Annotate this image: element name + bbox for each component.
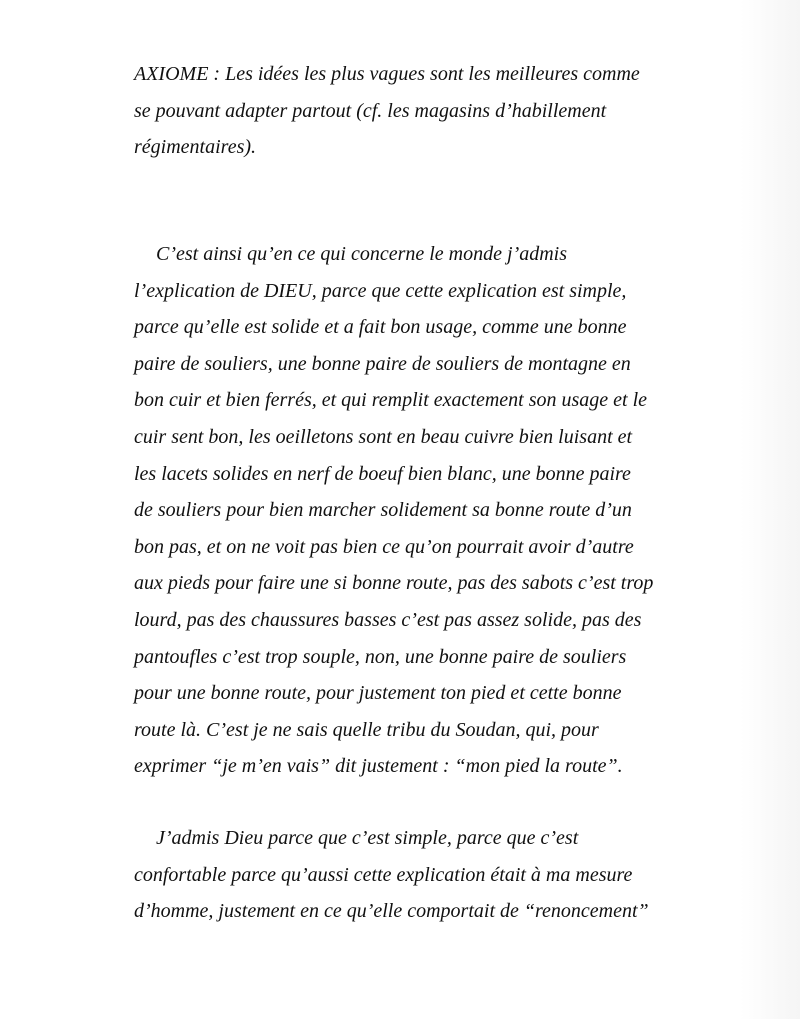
text-line: AXIOME : Les idées les plus vagues sont les meilleures comme [134,63,640,85]
paragraph-1 [134,236,734,785]
text-line: les lacets solides en nerf de boeuf bien blanc, une bonne paire [134,462,631,485]
text-line: bon cuir et bien ferrés, et qui remplit exactement son usage et le [134,389,648,412]
text-line: aux pieds pour faire une si bonne route, pas des sabots c’est trop [134,572,654,595]
text-line: exprimer “je m’en vais” dit justement : “mon pied la route”. [134,755,623,778]
page-edge-shadow [740,0,800,1019]
text-line: J’admis Dieu parce que c’est simple, parce que c’est [156,827,579,849]
text-line: lourd, pas des chaussures basses c’est pas assez solide, pas des [134,608,642,631]
text-line: de souliers pour bien marcher solidement sa bonne route d’un [134,499,632,522]
text-line: C’est ainsi qu’en ce qui concerne le monde j’admis [156,243,568,265]
text-line: bon pas, et on ne voit pas bien ce qu’on pourrait avoir d’autre [134,535,634,558]
text-line: l’explication de DIEU, parce que cette explication est simple, [134,279,627,302]
text-line: régimentaires). [134,136,257,159]
paragraph-2 [134,820,734,930]
text-line: pour une bonne route, pour justement ton pied et cette bonne [134,682,622,705]
text-line: cuir sent bon, les oeilletons sont en beau cuivre bien luisant et [134,425,633,448]
text-line: paire de souliers, une bonne paire de souliers de montagne en [134,352,631,375]
text-line: parce qu’elle est solide et a fait bon usage, comme une bonne [134,316,627,339]
text-line: confortable parce qu’aussi cette explication était à ma mesure [134,863,633,886]
text-line: route là. C’est je ne sais quelle tribu du Soudan, qui, pour [134,718,599,741]
axiom-paragraph [134,56,734,166]
text-line: se pouvant adapter partout (cf. les magasins d’habillement [134,99,607,122]
text-line: d’homme, justement en ce qu’elle comportait de “renoncement” [134,900,649,923]
text-line: pantoufles c’est trop souple, non, une bonne paire de souliers [134,645,627,668]
